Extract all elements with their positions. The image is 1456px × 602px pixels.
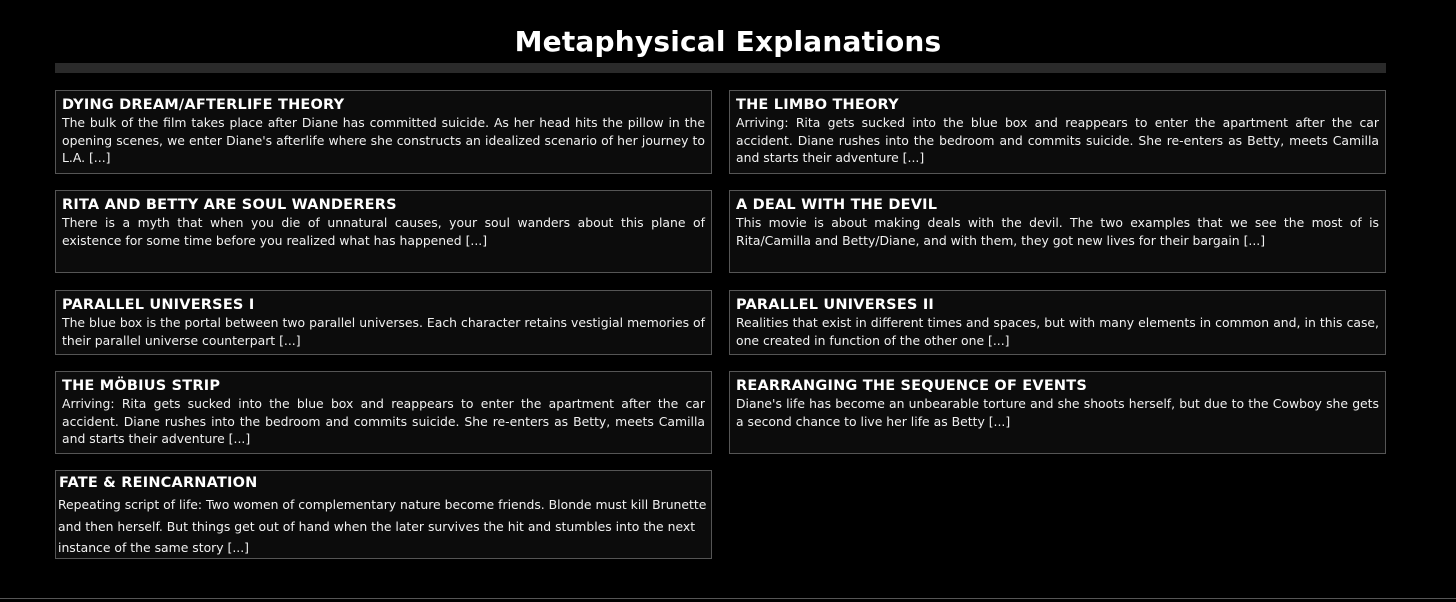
- card-text: The bulk of the film takes place after Diane has committed suicide. As her head hits the pillow in the opening scenes, we enter Diane's afterlife where she constructs an idealized scenario of her journey to L.A. [...]: [62, 115, 705, 165]
- card-title: FATE & REINCARNATION: [59, 475, 258, 491]
- card-title: THE MÖBIUS STRIP: [62, 378, 221, 394]
- theory-card-deal-with-devil[interactable]: [729, 190, 1386, 273]
- theory-card-fate-reincarnation[interactable]: [55, 470, 712, 559]
- card-title: DYING DREAM/AFTERLIFE THEORY: [62, 97, 345, 113]
- card-title: RITA AND BETTY ARE SOUL WANDERERS: [62, 197, 397, 213]
- card-text: Realities that exist in different times and spaces, but with many elements in common and, in this case, one created in function of the other one [...]: [736, 315, 1379, 348]
- card-title: REARRANGING THE SEQUENCE OF EVENTS: [736, 378, 1088, 394]
- theory-card-mobius-strip[interactable]: [55, 371, 712, 454]
- theory-card-limbo[interactable]: [729, 90, 1386, 174]
- card-text: Arriving: Rita gets sucked into the blue box and reappears to enter the apartment after the car accident. Diane rushes into the bedroom and commits suicide. She re-enters as Betty, meets Camilla and starts their adventure [...]: [736, 115, 1379, 165]
- theory-card-parallel-universes-2[interactable]: [729, 290, 1386, 355]
- title-divider-bar: [55, 63, 1386, 73]
- card-text: Diane's life has become an unbearable torture and she shoots herself, but due to the Cowboy she gets a second chance to live her life as Betty [...]: [736, 396, 1379, 429]
- theory-card-rearranging-sequence[interactable]: [729, 371, 1386, 454]
- theory-card-parallel-universes-1[interactable]: [55, 290, 712, 355]
- card-text: Arriving: Rita gets sucked into the blue box and reappears to enter the apartment after the car accident. Diane rushes into the bedroom and commits suicide. She re-enters as Betty, meets Camilla and starts their adventure [...]: [62, 396, 705, 446]
- bottom-divider: [0, 598, 1456, 599]
- card-title: PARALLEL UNIVERSES II: [736, 297, 935, 313]
- card-title: THE LIMBO THEORY: [736, 97, 899, 113]
- theory-card-dying-dream[interactable]: [55, 90, 712, 174]
- card-text: The blue box is the portal between two parallel universes. Each character retains vestigial memories of their parallel universe counterpart [...]: [62, 315, 705, 348]
- card-title: PARALLEL UNIVERSES I: [62, 297, 255, 313]
- card-text: This movie is about making deals with the devil. The two examples that we see the most of is Rita/Camilla and Betty/Diane, and with them, they got new lives for their bargain [...]: [736, 215, 1379, 248]
- card-text: Repeating script of life: Two women of complementary nature become friends. Blonde must kill Brunette and then herself. But things get out of hand when the later survives the hit and stumbles into the next instance of the same story [...]: [58, 497, 707, 555]
- card-title: A DEAL WITH THE DEVIL: [736, 197, 938, 213]
- page-title: Metaphysical Explanations: [514, 25, 942, 58]
- card-text: There is a myth that when you die of unnatural causes, your soul wanders about this plane of existence for some time before you realized what has happened [...]: [62, 215, 705, 248]
- theory-card-soul-wanderers[interactable]: [55, 190, 712, 273]
